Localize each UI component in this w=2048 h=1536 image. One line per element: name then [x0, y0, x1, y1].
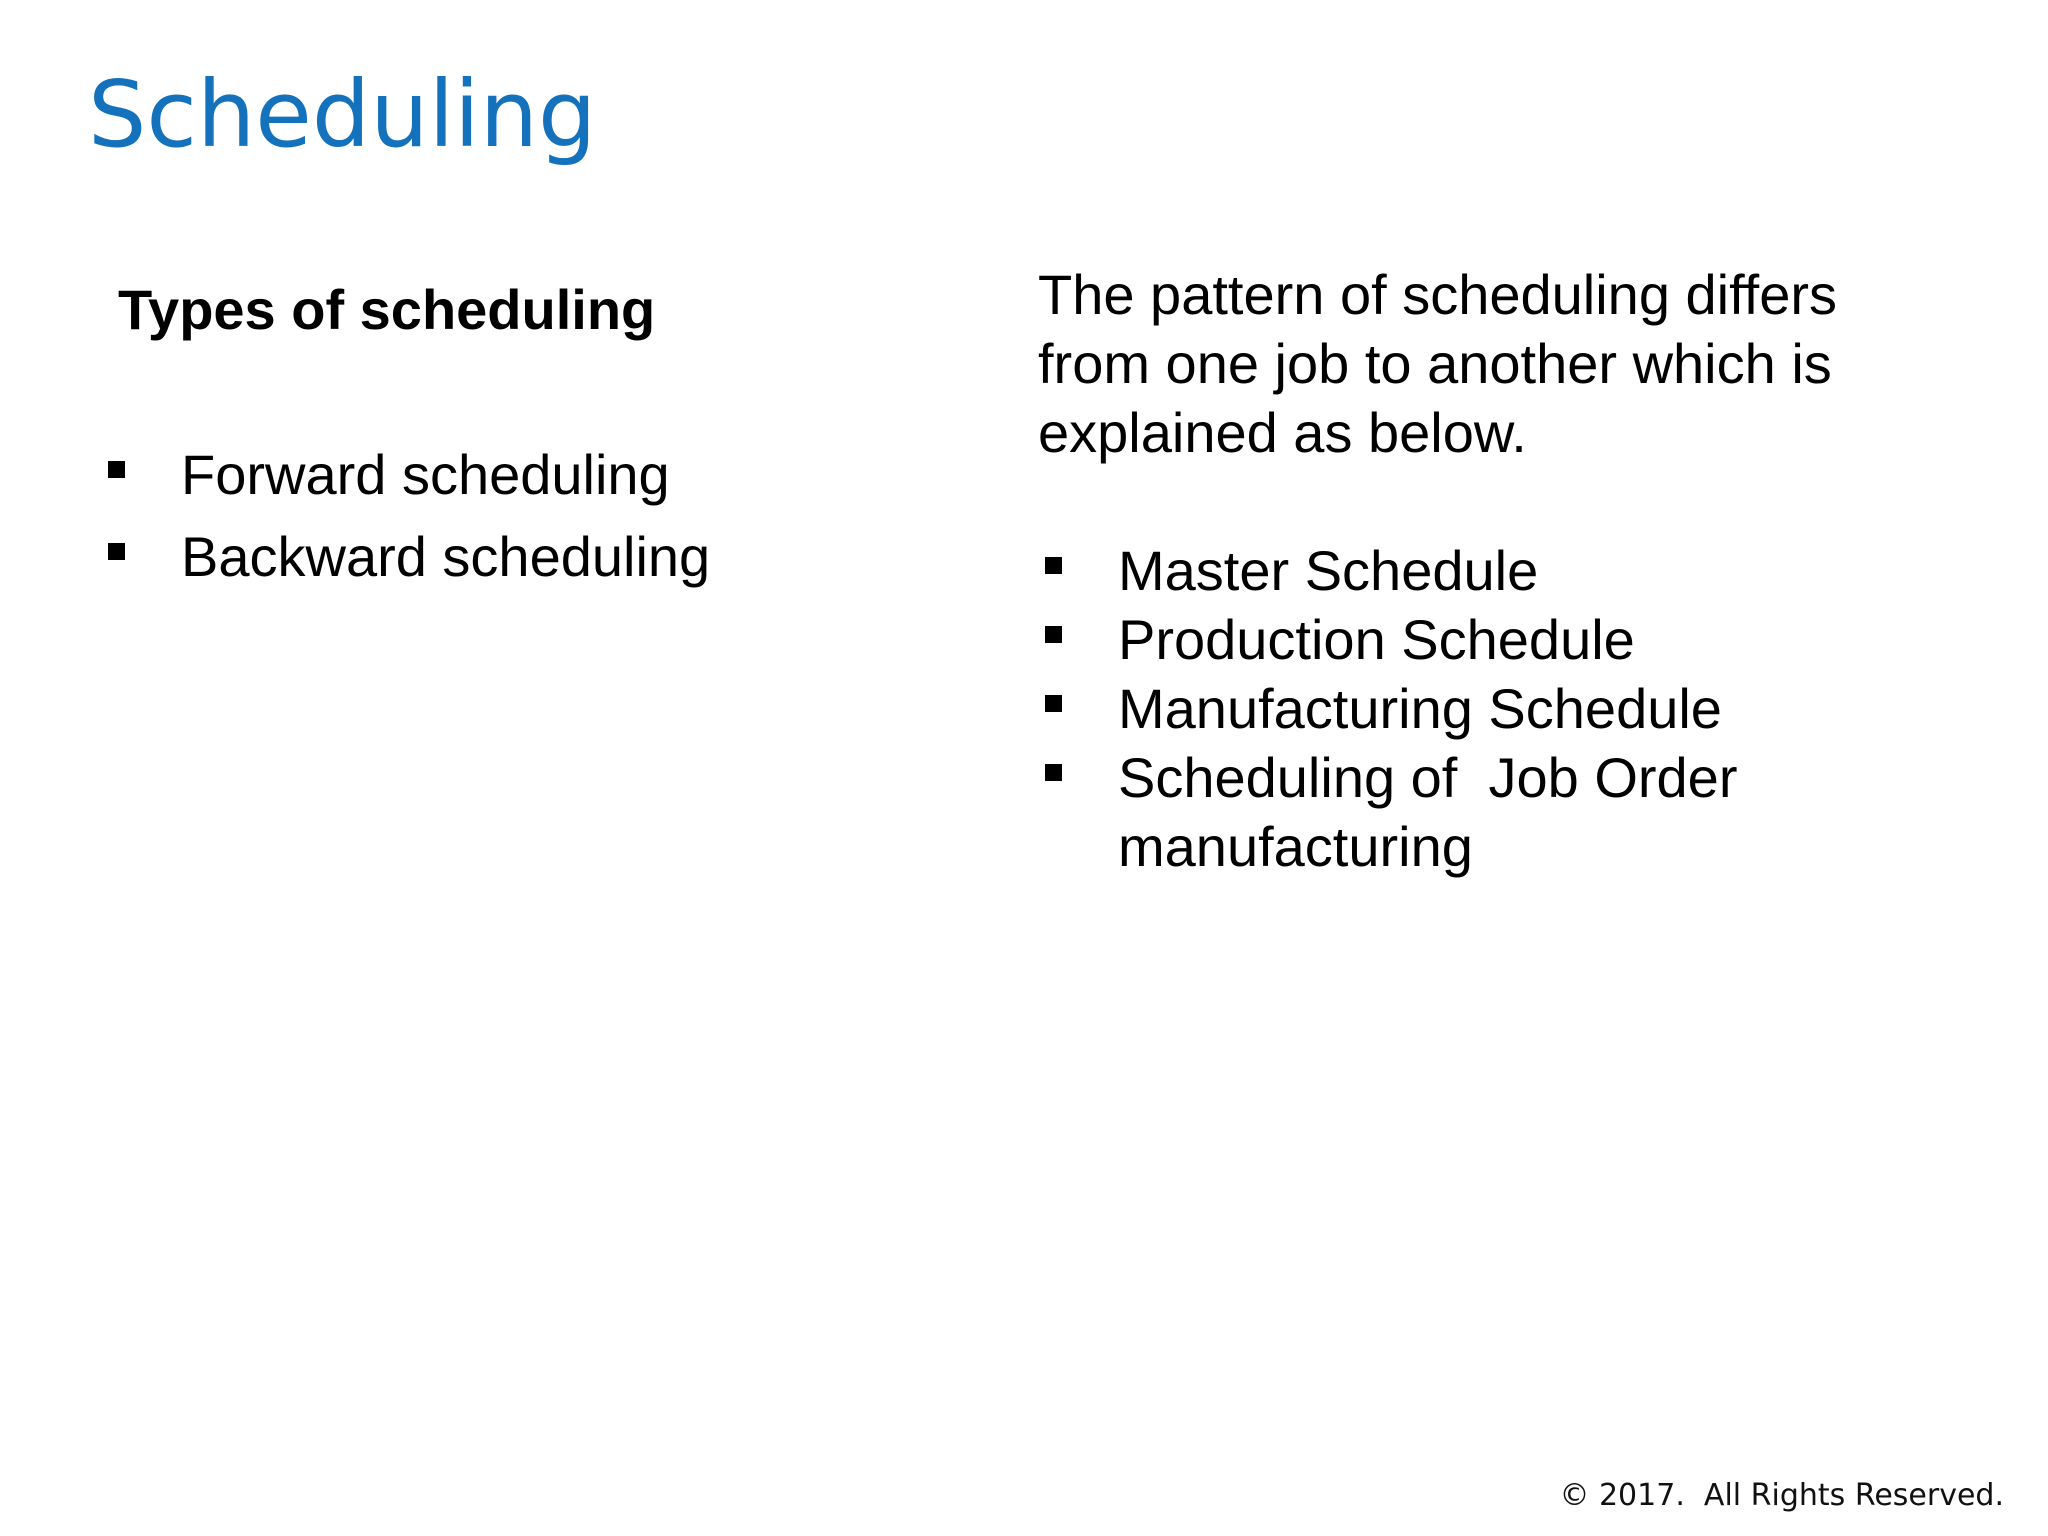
list-item: [1045, 536, 1818, 605]
copyright-footer: © 2017. All Rights Reserved.: [1559, 1478, 2004, 1513]
square-bullet-icon: [1045, 695, 1062, 712]
list-item: [1045, 743, 1818, 881]
list-item-text: Production Schedule: [1118, 608, 1635, 671]
list-item: [108, 440, 710, 509]
list-item-text: Forward scheduling: [181, 443, 670, 506]
list-item-text: Manufacturing Schedule: [1118, 677, 1722, 740]
list-item: [1045, 605, 1818, 674]
scheduling-types-list: [108, 440, 710, 604]
square-bullet-icon: [108, 461, 125, 478]
square-bullet-icon: [108, 543, 125, 560]
list-item: [108, 522, 710, 591]
list-item: [1045, 674, 1818, 743]
schedule-patterns-list: [1045, 536, 1818, 881]
right-column-intro: The pattern of scheduling differs from one job to another which is explained as below.: [1038, 263, 1838, 464]
left-column-heading: Types of scheduling: [118, 278, 656, 341]
slide-title: Scheduling: [88, 61, 597, 168]
list-item-text: Backward scheduling: [181, 525, 711, 588]
square-bullet-icon: [1045, 764, 1062, 781]
list-item-text: Master Schedule: [1118, 539, 1539, 602]
list-item-text: Scheduling of Job Order manufacturing: [1118, 746, 1754, 878]
square-bullet-icon: [1045, 557, 1062, 574]
square-bullet-icon: [1045, 626, 1062, 643]
